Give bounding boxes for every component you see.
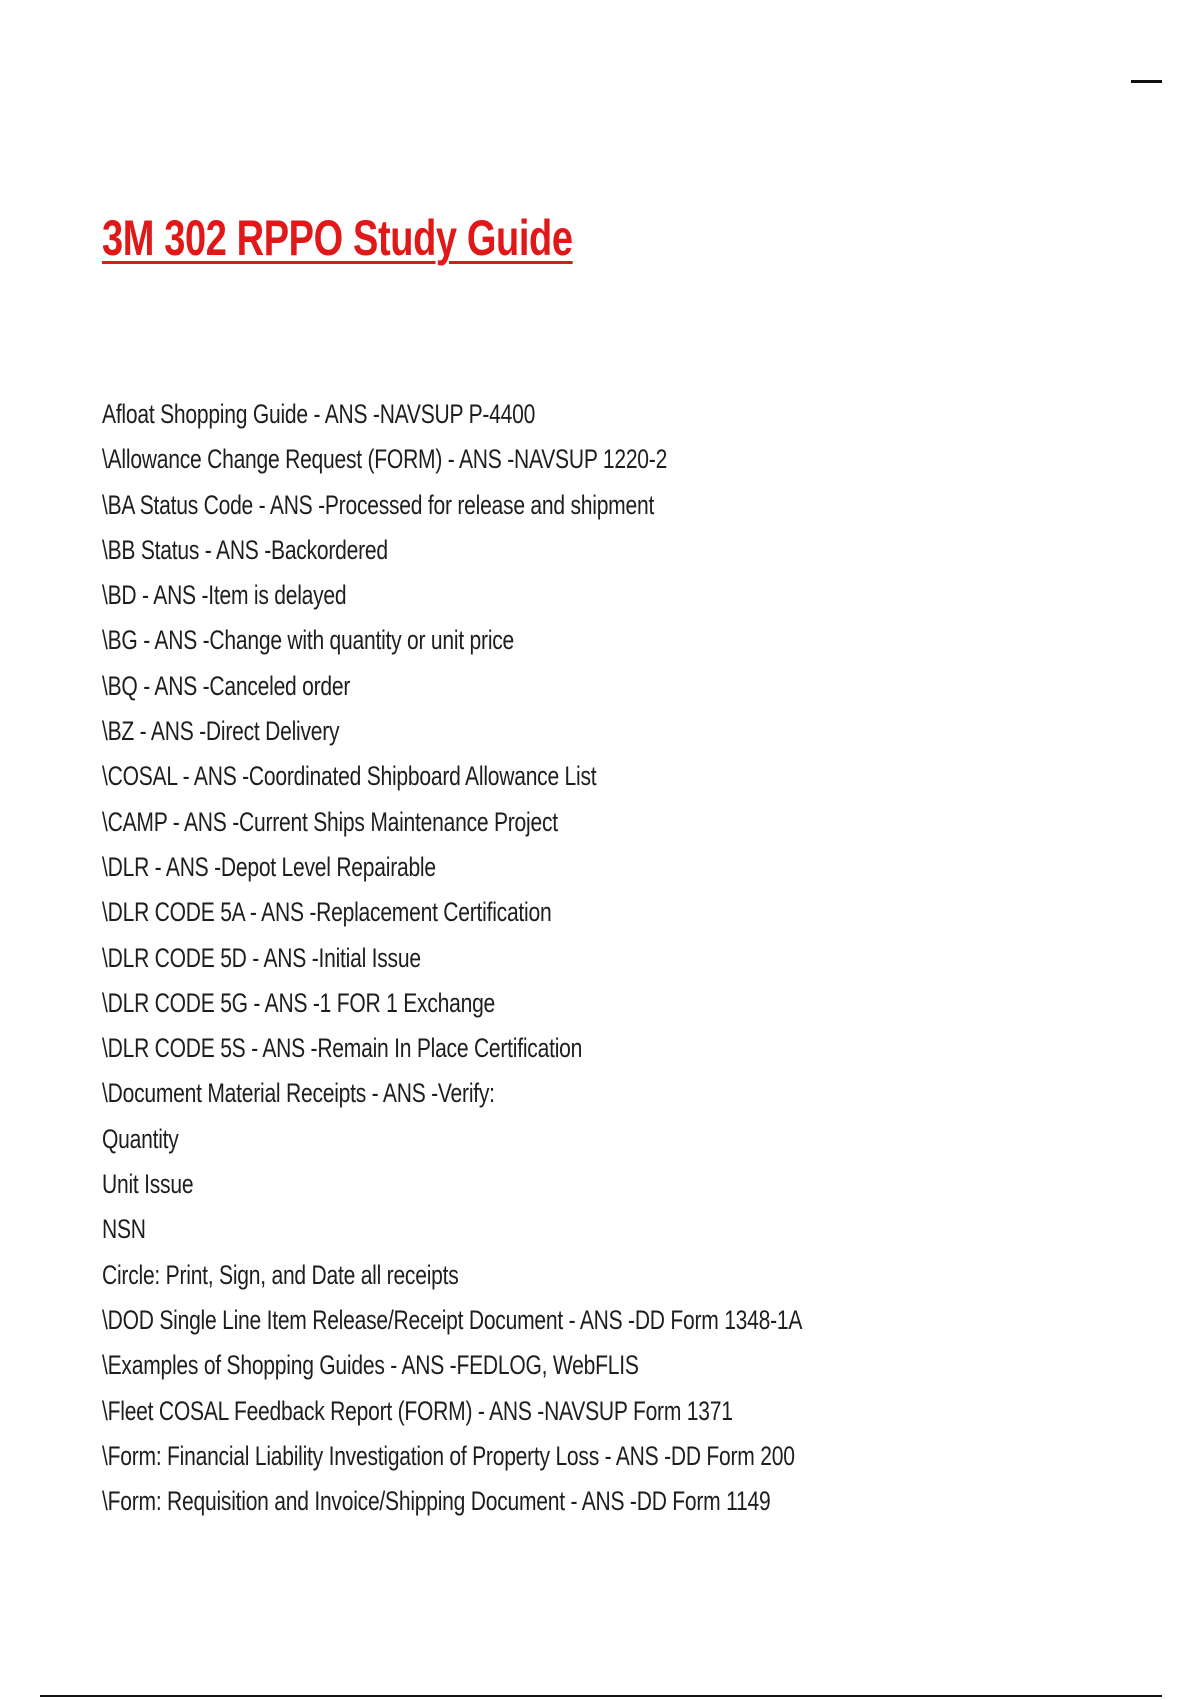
list-item: \Document Material Receipts - ANS -Verify: [102,1078,495,1109]
list-item: \BB Status - ANS -Backordered [102,534,388,565]
list-item: \Form: Requisition and Invoice/Shipping Document - ANS -DD Form 1149 [102,1486,771,1517]
list-item: NSN [102,1214,146,1245]
list-item: \DOD Single Line Item Release/Receipt Document - ANS -DD Form 1348-1A [102,1304,803,1335]
list-item: \BD - ANS -Item is delayed [102,580,347,611]
list-item: \DLR CODE 5S - ANS -Remain In Place Certification [102,1033,583,1064]
list-item: \DLR - ANS -Depot Level Repairable [102,851,436,882]
page-title: 3M 302 RPPO Study Guide [102,210,573,266]
list-item: \Form: Financial Liability Investigation of Property Loss - ANS -DD Form 200 [102,1440,795,1471]
list-item: \BA Status Code - ANS -Processed for release and shipment [102,489,655,520]
list-item: \DLR CODE 5G - ANS -1 FOR 1 Exchange [102,987,496,1018]
list-item: \CAMP - ANS -Current Ships Maintenance Project [102,806,558,837]
list-item: Afloat Shopping Guide - ANS -NAVSUP P-4400 [102,399,536,429]
list-item: \DLR CODE 5A - ANS -Replacement Certification [102,897,552,928]
list-item: Circle: Print, Sign, and Date all receipts [102,1259,459,1290]
bottom-divider [40,1695,1162,1697]
study-entries-list [102,392,1000,1524]
list-item: \BG - ANS -Change with quantity or unit price [102,625,515,656]
list-item: Unit Issue [102,1169,194,1200]
list-item: \COSAL - ANS -Coordinated Shipboard Allowance List [102,761,597,792]
list-item: \DLR CODE 5D - ANS -Initial Issue [102,942,421,973]
list-item: Quantity [102,1123,179,1154]
top-right-dash [1131,80,1162,83]
list-item: \Fleet COSAL Feedback Report (FORM) - ANS -NAVSUP Form 1371 [102,1395,733,1426]
list-item: \BQ - ANS -Canceled order [102,670,351,701]
list-item: \BZ - ANS -Direct Delivery [102,716,340,747]
list-item: \Examples of Shopping Guides - ANS -FEDLOG, WebFLIS [102,1350,639,1381]
list-item: \Allowance Change Request (FORM) - ANS -NAVSUP 1220-2 [102,444,668,475]
